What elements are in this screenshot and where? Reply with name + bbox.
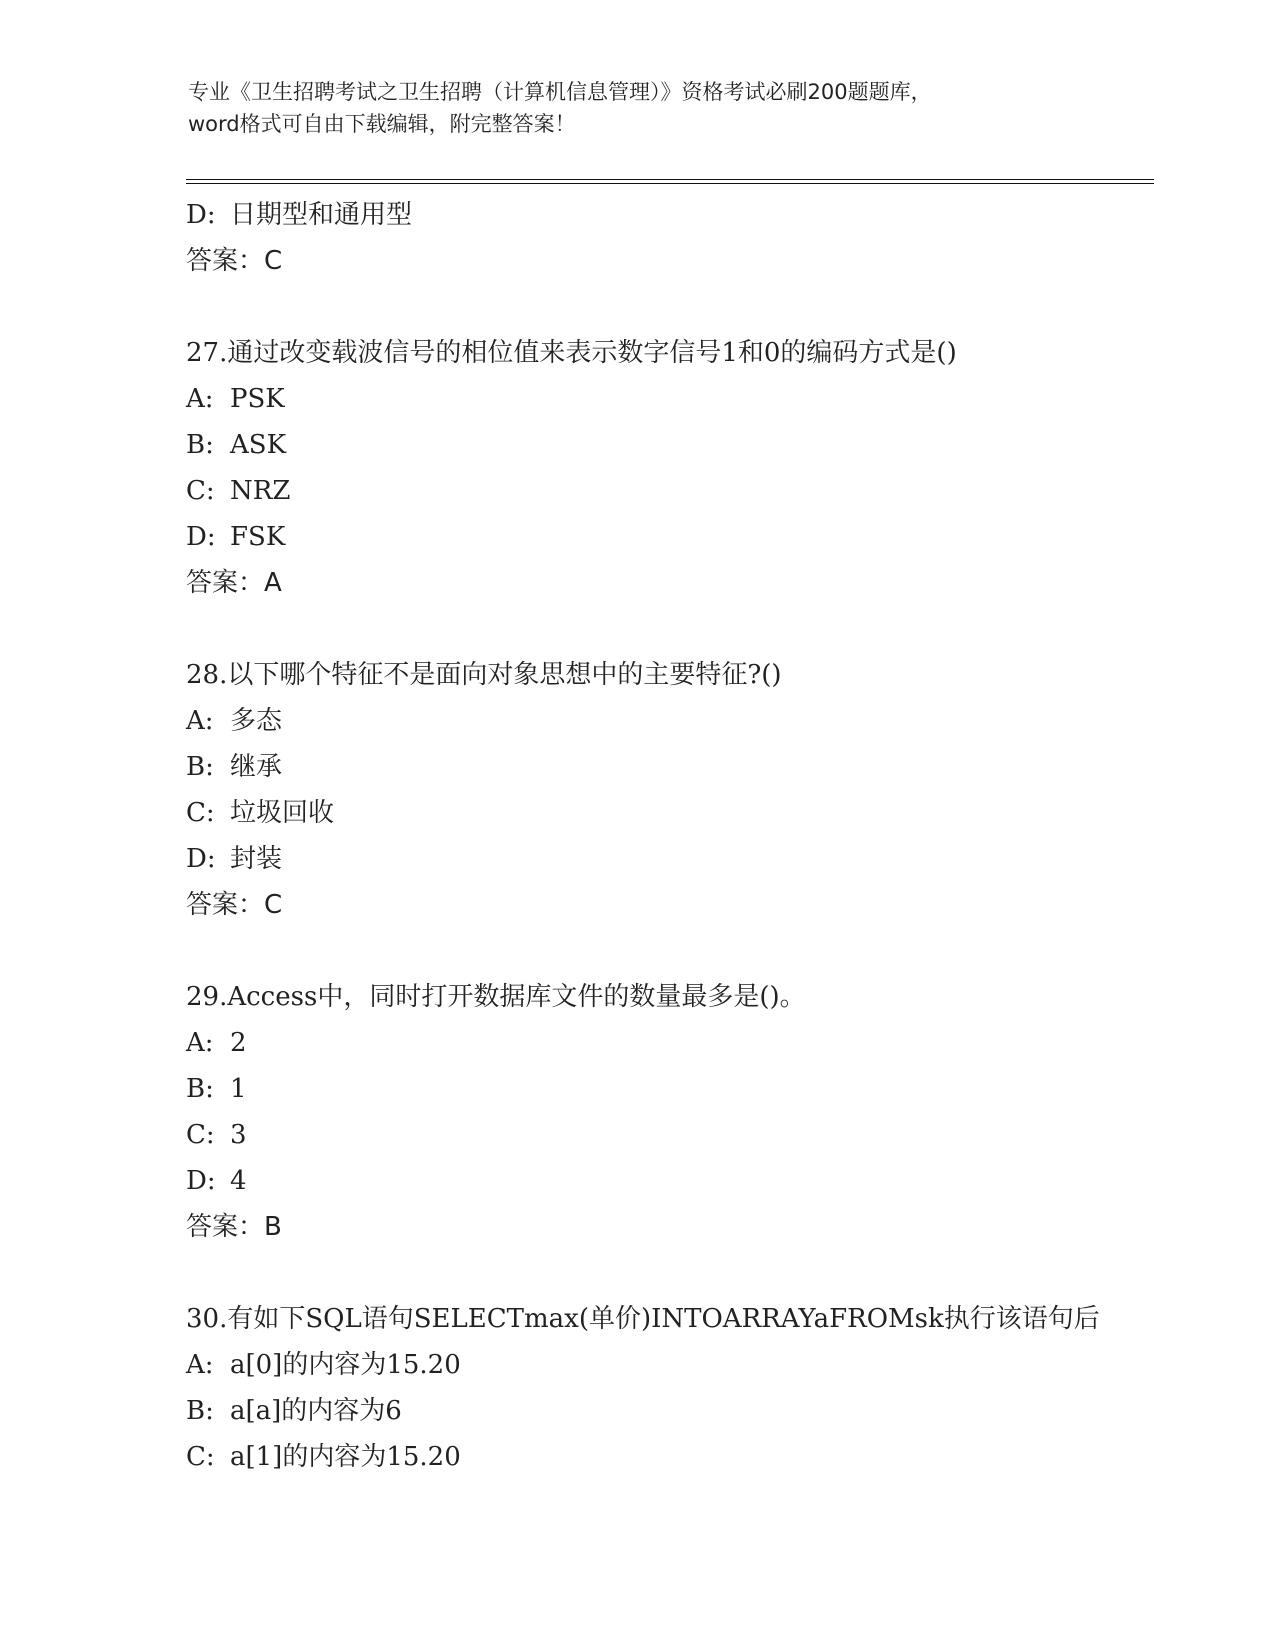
option-d xyxy=(186,1158,1146,1204)
question-stem: 29.Access中，同时打开数据库文件的数量最多是()。 xyxy=(186,982,806,1012)
option-text: 封装 xyxy=(230,844,283,874)
option-label: B: xyxy=(186,1074,214,1104)
option-text: 3 xyxy=(230,1120,247,1150)
option-label: D: xyxy=(186,522,216,552)
answer-line: 答案：B xyxy=(186,1212,282,1242)
option-text: 垃圾回收 xyxy=(230,798,335,828)
option-label: C: xyxy=(186,476,215,506)
option-text: ASK xyxy=(230,430,287,460)
option-b xyxy=(186,422,1146,468)
spacer xyxy=(186,928,1146,974)
header-line-2: word格式可自由下载编辑，附完整答案！ xyxy=(188,112,576,136)
option-text: 继承 xyxy=(230,752,283,782)
option-label: A: xyxy=(186,384,214,414)
option-d xyxy=(186,836,1146,882)
header-line-1: 专业《卫生招聘考试之卫生招聘（计算机信息管理）》资格考试必刷200题题库， xyxy=(188,80,932,104)
option-label: B: xyxy=(186,1396,214,1426)
question-stem: 27.通过改变载波信号的相位值来表示数字信号1和0的编码方式是() xyxy=(186,338,957,368)
document-header xyxy=(188,76,1088,140)
option-text: 多态 xyxy=(230,706,283,736)
option-label: C: xyxy=(186,1442,215,1472)
question-stem: 28.以下哪个特征不是面向对象思想中的主要特征?() xyxy=(186,660,782,690)
option-b xyxy=(186,1388,1146,1434)
answer-line: 答案：C xyxy=(186,246,283,276)
spacer xyxy=(186,1250,1146,1296)
option-label: C: xyxy=(186,1120,215,1150)
header-divider-bottom xyxy=(186,183,1154,184)
spacer xyxy=(186,606,1146,652)
option-label: B: xyxy=(186,752,214,782)
option-b xyxy=(186,1066,1146,1112)
option-text: 4 xyxy=(230,1166,247,1196)
option-a xyxy=(186,1020,1146,1066)
option-label: A: xyxy=(186,706,214,736)
option-a xyxy=(186,1342,1146,1388)
option-c xyxy=(186,468,1146,514)
option-label: B: xyxy=(186,430,214,460)
option-text: FSK xyxy=(230,522,286,552)
option-label: C: xyxy=(186,798,215,828)
option-a xyxy=(186,376,1146,422)
answer-line: 答案：A xyxy=(186,568,282,598)
option-text: 日期型和通用型 xyxy=(230,200,413,230)
option-label: A: xyxy=(186,1028,214,1058)
option-d xyxy=(186,514,1146,560)
option-text: a[1]的内容为15.20 xyxy=(230,1442,461,1472)
answer-line: 答案：C xyxy=(186,890,283,920)
option-label: D: xyxy=(186,200,216,230)
header-divider-top xyxy=(186,179,1154,180)
option-label: D: xyxy=(186,844,216,874)
option-c xyxy=(186,1434,1146,1480)
option-label: A: xyxy=(186,1350,214,1380)
option-text: a[0]的内容为15.20 xyxy=(230,1350,461,1380)
option-c xyxy=(186,1112,1146,1158)
spacer xyxy=(186,284,1146,330)
option-text: PSK xyxy=(230,384,285,414)
option-b xyxy=(186,744,1146,790)
option-a xyxy=(186,698,1146,744)
option-label: D: xyxy=(186,1166,216,1196)
question-stem: 30.有如下SQL语句SELECTmax(单价)INTOARRAYaFROMsk执行该语句后 xyxy=(186,1304,1100,1334)
option-text: a[a]的内容为6 xyxy=(230,1396,402,1426)
question-list xyxy=(186,192,1146,1480)
option-text: 2 xyxy=(230,1028,247,1058)
option-text: NRZ xyxy=(230,476,291,506)
option-d xyxy=(186,192,1146,238)
option-text: 1 xyxy=(230,1074,247,1104)
option-c xyxy=(186,790,1146,836)
